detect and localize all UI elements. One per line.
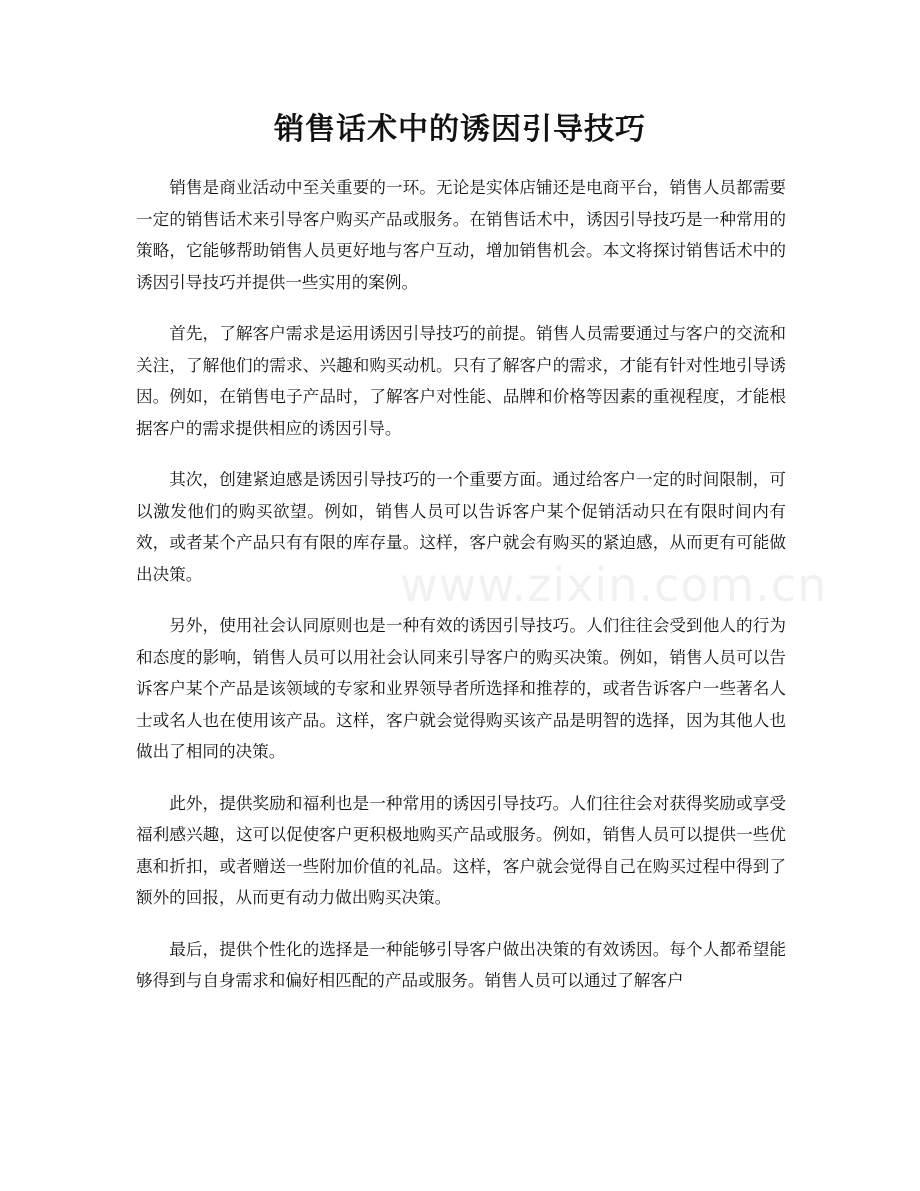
paragraph: 此外，提供奖励和福利也是一种常用的诱因引导技巧。人们往往会对获得奖励或享受福利感兴趣，这可以促使客户更积极地购买产品或服务。例如，销售人员可以提供一些优惠和折扣，或者赠送一些附加价值的礼品。这样，客户就会觉得自己在购买过程中得到了额外的回报，从而更有动力做出购买决策。 <box>136 793 786 907</box>
paragraph: 另外，使用社会认同原则也是一种有效的诱因引导技巧。人们往往会受到他人的行为和态度的影响，销售人员可以用社会认同来引导客户的购买决策。例如，销售人员可以告诉客户某个产品是该领域的专家和业界领导者所选择和推荐的，或者告诉客户一些著名人士或名人也在使用该产品。这样，客户就会觉得购买该产品是明智的选择，因为其他人也做出了相同的决策。 <box>136 616 786 761</box>
paragraph: 其次，创建紧迫感是诱因引导技巧的一个重要方面。通过给客户一定的时间限制，可以激发他们的购买欲望。例如，销售人员可以告诉客户某个促销活动只在有限时间内有效，或者某个产品只有有限的库存量。这样，客户就会有购买的紧迫感，从而更有可能做出决策。 <box>136 470 786 584</box>
paragraph: 首先，了解客户需求是运用诱因引导技巧的前提。销售人员需要通过与客户的交流和关注，了解他们的需求、兴趣和购买动机。只有了解客户的需求，才能有针对性地引导诱因。例如，在销售电子产品时，了解客户对性能、品牌和价格等因素的重视程度，才能根据客户的需求提供相应的诱因引导。 <box>136 324 786 438</box>
paragraph: 最后，提供个性化的选择是一种能够引导客户做出决策的有效诱因。每个人都希望能够得到与自身需求和偏好相匹配的产品或服务。销售人员可以通过了解客户 <box>136 939 786 990</box>
document-body <box>136 172 786 1017</box>
paragraph: 销售是商业活动中至关重要的一环。无论是实体店铺还是电商平台，销售人员都需要一定的销售话术来引导客户购买产品或服务。在销售话术中，诱因引导技巧是一种常用的策略，它能够帮助销售人员更好地与客户互动，增加销售机会。本文将探讨销售话术中的诱因引导技巧并提供一些实用的案例。 <box>136 178 786 292</box>
watermark: www.zixin.com.cn <box>400 558 828 612</box>
document-title: 销售话术中的诱因引导技巧 <box>274 112 646 147</box>
